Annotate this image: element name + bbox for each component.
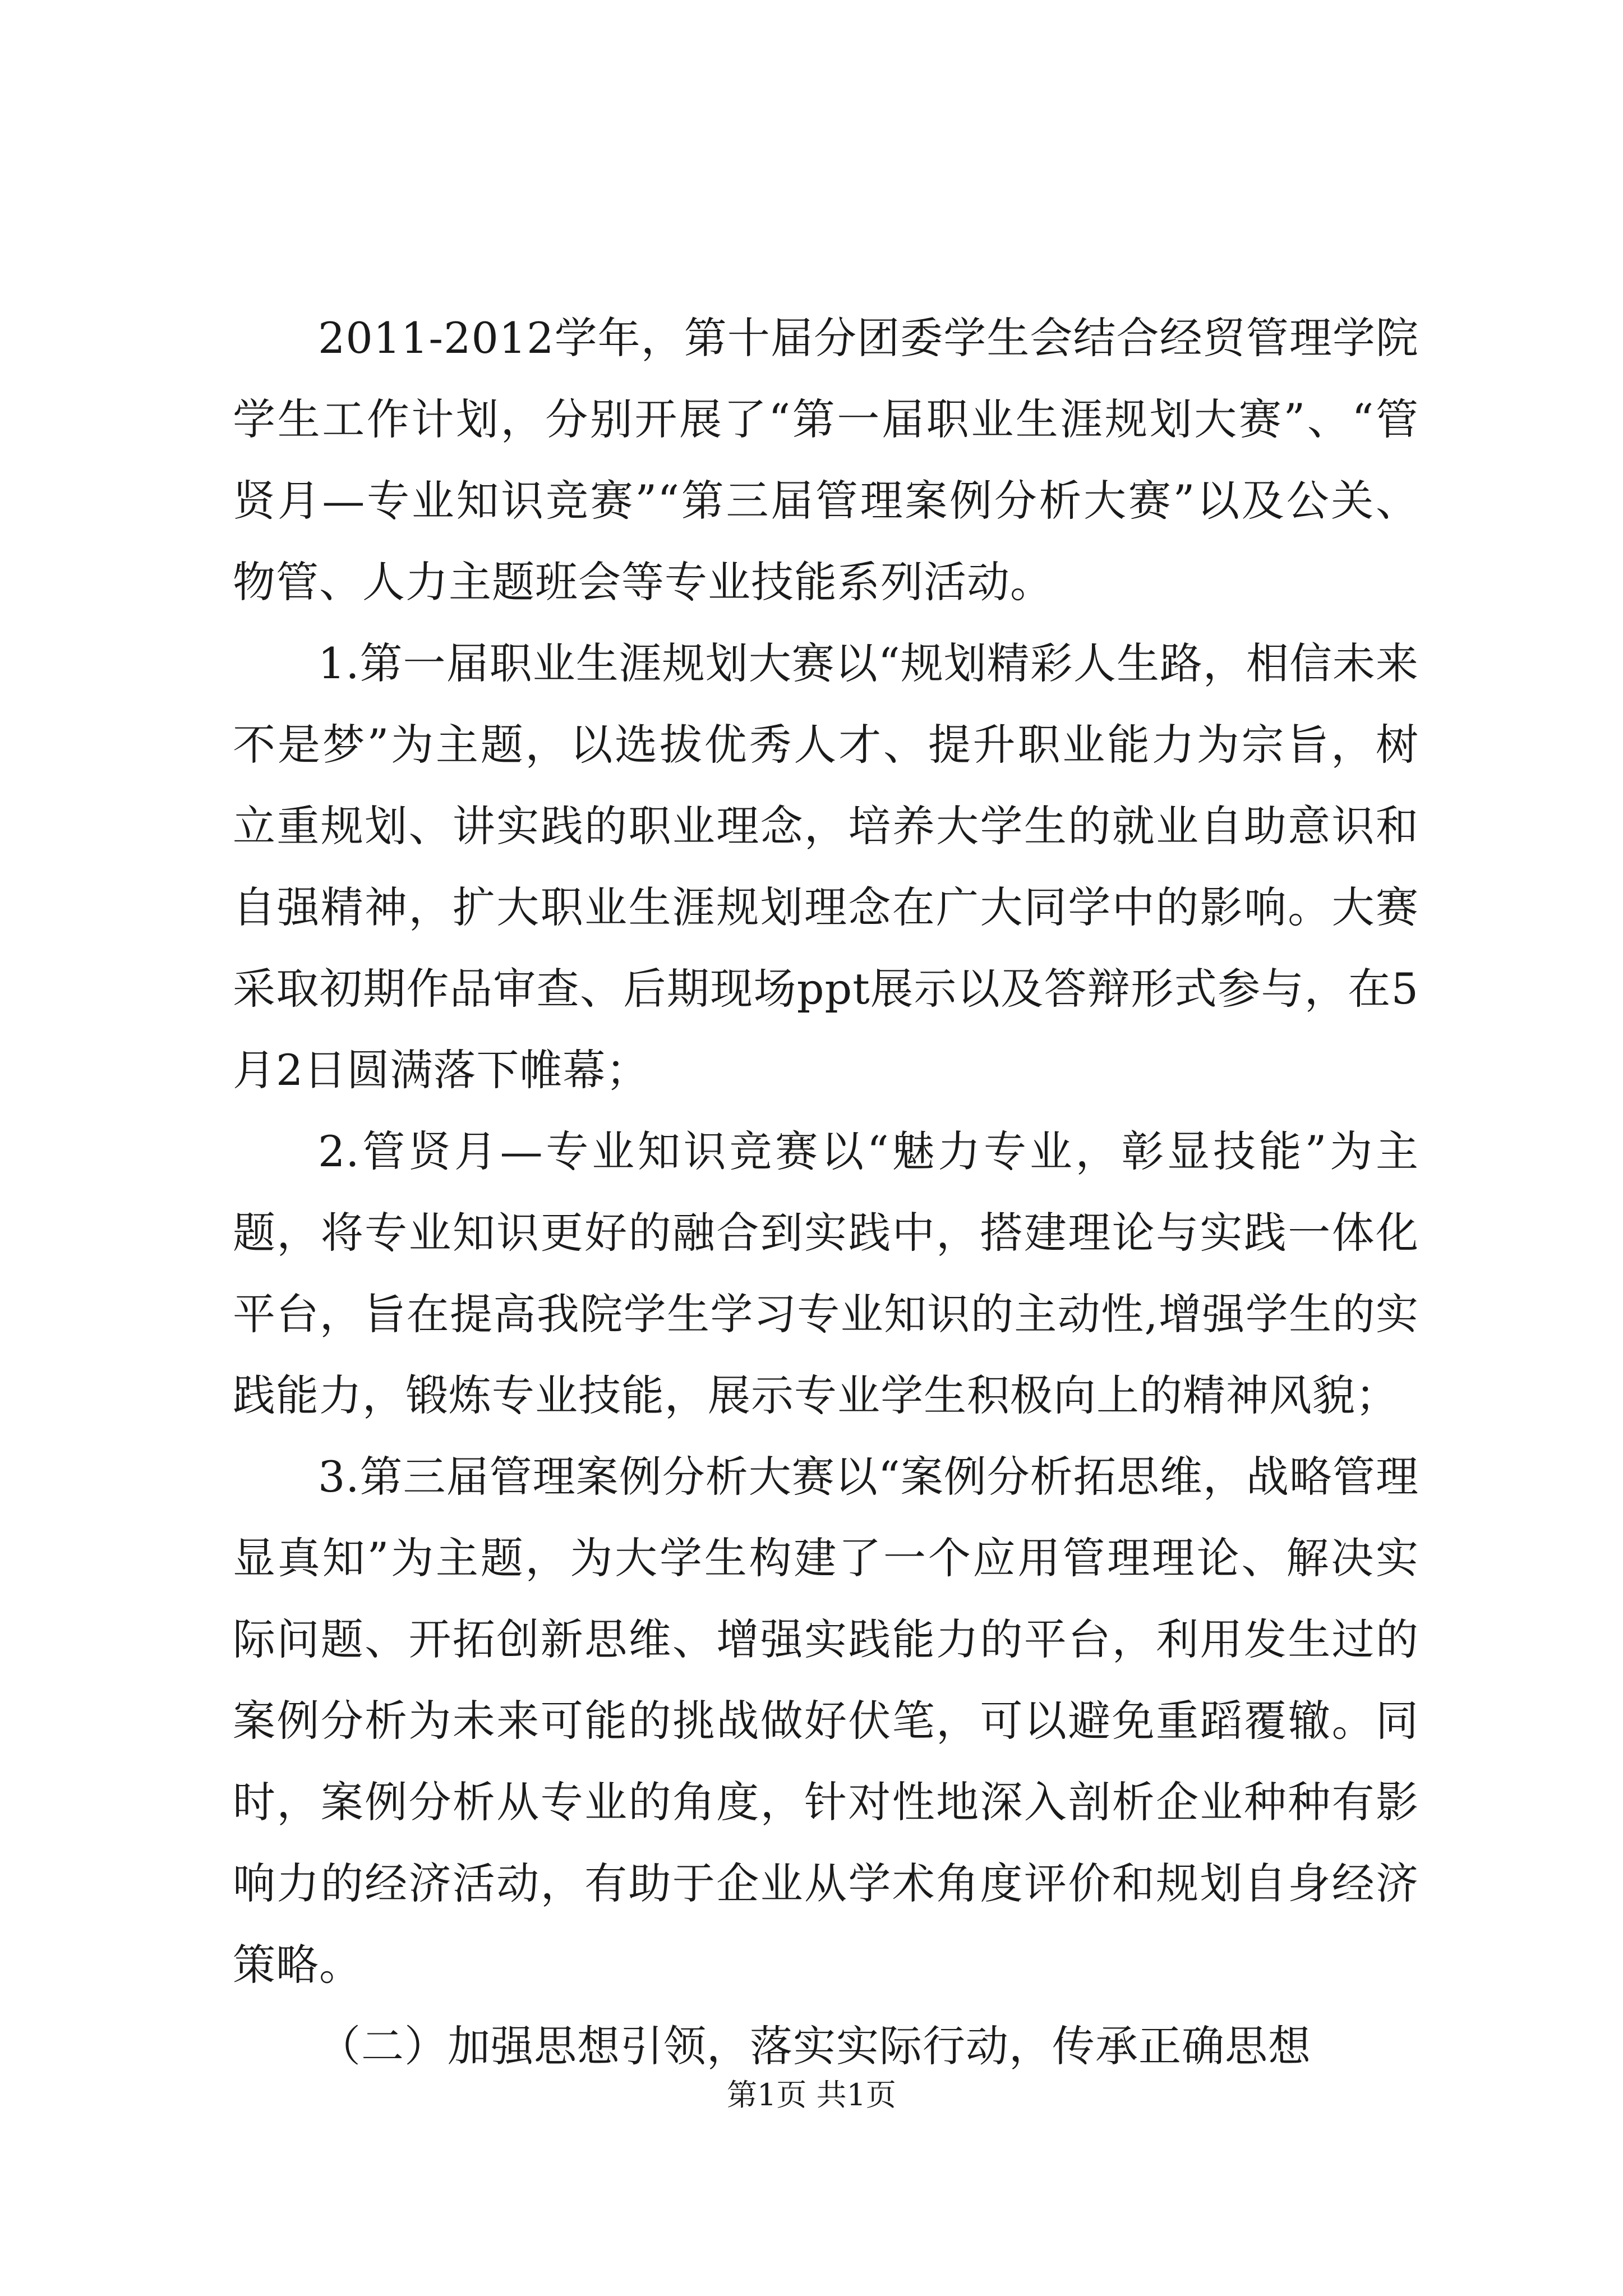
page-number-label: 第1页 共1页 — [727, 2077, 896, 2113]
paragraph-knowledge-contest: 2.管贤月—专业知识竞赛以“魅力专业，彰显技能”为主题，将专业知识更好的融合到实践中，搭建理论与实践一体化平台，旨在提高我院学生学习专业知识的主动性,增强学生的实践能力，锻炼专业技能，展示专业学生积极向上的精神风貌； — [233, 1126, 1419, 1420]
paragraph-case-analysis: 3.第三届管理案例分析大赛以“案例分析拓思维，战略管理显真知”为主题，为大学生构建了一个应用管理理论、解决实际问题、开拓创新思维、增强实践能力的平台，利用发生过的案例分析为未来可能的挑战做好伏笔，可以避免重蹈覆辙。同时，案例分析从专业的角度，针对性地深入剖析企业种种有影响力的经济活动，有助于企业从学术角度评价和规划自身经济策略。 — [233, 1452, 1419, 1990]
paragraph-career-planning: 1.第一届职业生涯规划大赛以“规划精彩人生路，相信未来不是梦”为主题，以选拔优秀人才、提升职业能力为宗旨，树立重规划、讲实践的职业理念，培养大学生的就业自助意识和自强精神，扩大职业生涯规划理念在广大同学中的影响。大赛采取初期作品审查、后期现场ppt展示以及答辩形式参与，在5月2日圆满落下帷幕； — [233, 638, 1419, 1095]
paragraph-intro: 2011-2012学年，第十届分团委学生会结合经贸管理学院学生工作计划，分别开展了“第一届职业生涯规划大赛”、“管贤月—专业知识竞赛”“第三届管理案例分析大赛”以及公关、物管、人力主题班会等专业技能系列活动。 — [233, 313, 1419, 607]
page-footer — [0, 2076, 1623, 2115]
section-heading: （二）加强思想引领，落实实际行动，传承正确思想 — [318, 2021, 1311, 2071]
document-body — [233, 297, 1419, 2087]
